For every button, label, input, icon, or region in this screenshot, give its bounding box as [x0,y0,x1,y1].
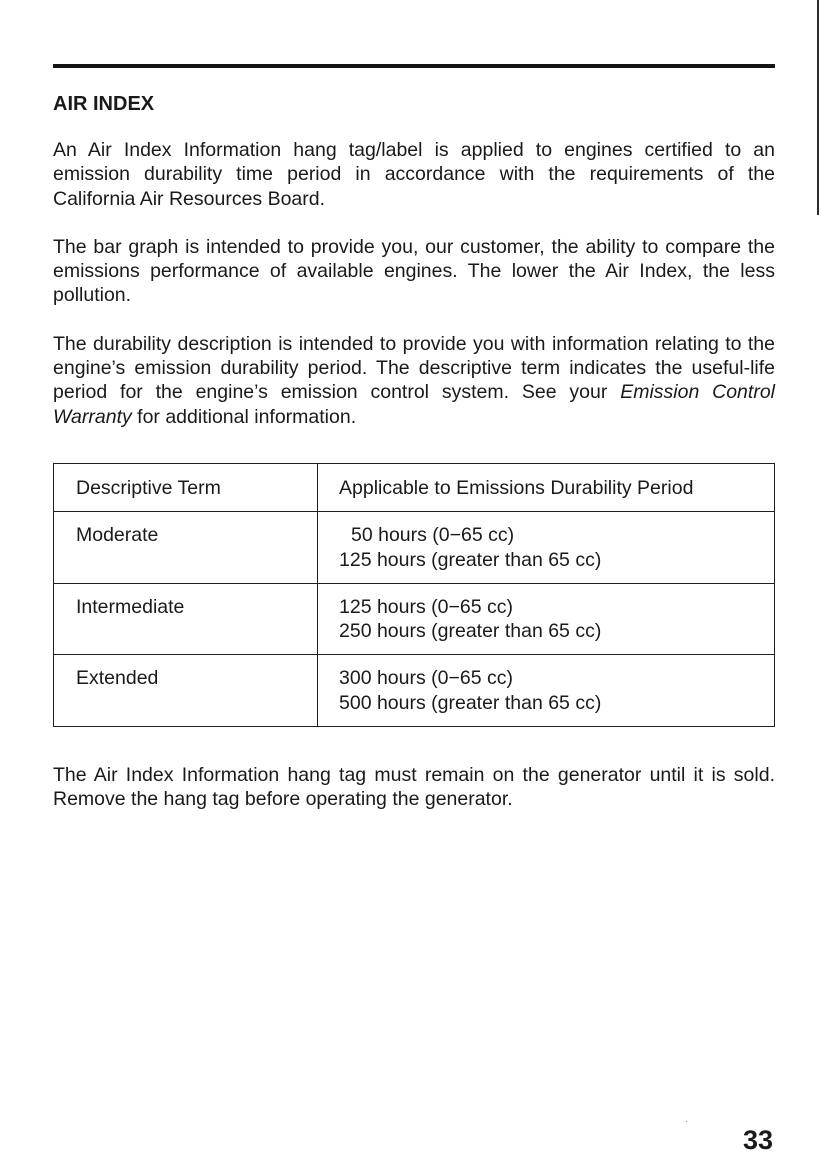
period-line-small-engine: 50 hours (0−65 cc) [351,524,515,547]
table-header-durability-period: Applicable to Emissions Durability Period [318,463,775,511]
paragraph-bar-graph: The bar graph is intended to provide you, our customer, the ability to compare the emissions performance of available engines. The lower the Air Index, the less pollution. [53,235,775,307]
table-cell-period [318,655,775,727]
table-cell-term: Moderate [54,512,318,584]
paragraph-durability-text-end: for additional information. [131,405,357,428]
period-line-small-engine: 125 hours (0−65 cc) [339,595,513,618]
table-header-descriptive-term: Descriptive Term [54,463,318,511]
page-number: 33 [743,1125,774,1155]
table-header-row [54,463,775,511]
top-rule-divider [53,64,775,68]
table-cell-period [318,583,775,655]
page-content [53,92,775,836]
durability-table [53,463,775,727]
paragraph-hang-tag-removal: The Air Index Information hang tag must remain on the generator until it is sold. Remove the hang tag before operating the generator. [53,764,775,811]
period-line-large-engine: 250 hours (greater than 65 cc) [339,620,602,643]
table-cell-term: Extended [54,655,318,727]
period-line-large-engine: 500 hours (greater than 65 cc) [339,691,602,714]
table-row [54,583,775,655]
table-row [54,512,775,584]
paragraph-air-index-tag: An Air Index Information hang tag/label is applied to engines certified to an emission durability time period in accordance with the requirements of the California Air Resources Board. [53,139,775,210]
print-speck [686,1121,687,1122]
paragraph-durability [53,332,775,429]
paragraph-durability-text-start: The durability description is intended to provide you with information relating to the engine’s emission durability period. The descriptive term indicates the useful-life period for the engine’s emission control system. See your [53,332,775,404]
table-cell-period [318,512,775,584]
period-line-small-engine: 300 hours (0−65 cc) [339,667,513,690]
table-row [54,655,775,727]
page-edge-line [817,0,819,215]
section-heading: AIR INDEX [53,93,155,115]
table-cell-term: Intermediate [54,583,318,655]
period-line-large-engine: 125 hours (greater than 65 cc) [339,548,602,571]
warranty-reference: Emission Control Warranty [53,381,775,428]
